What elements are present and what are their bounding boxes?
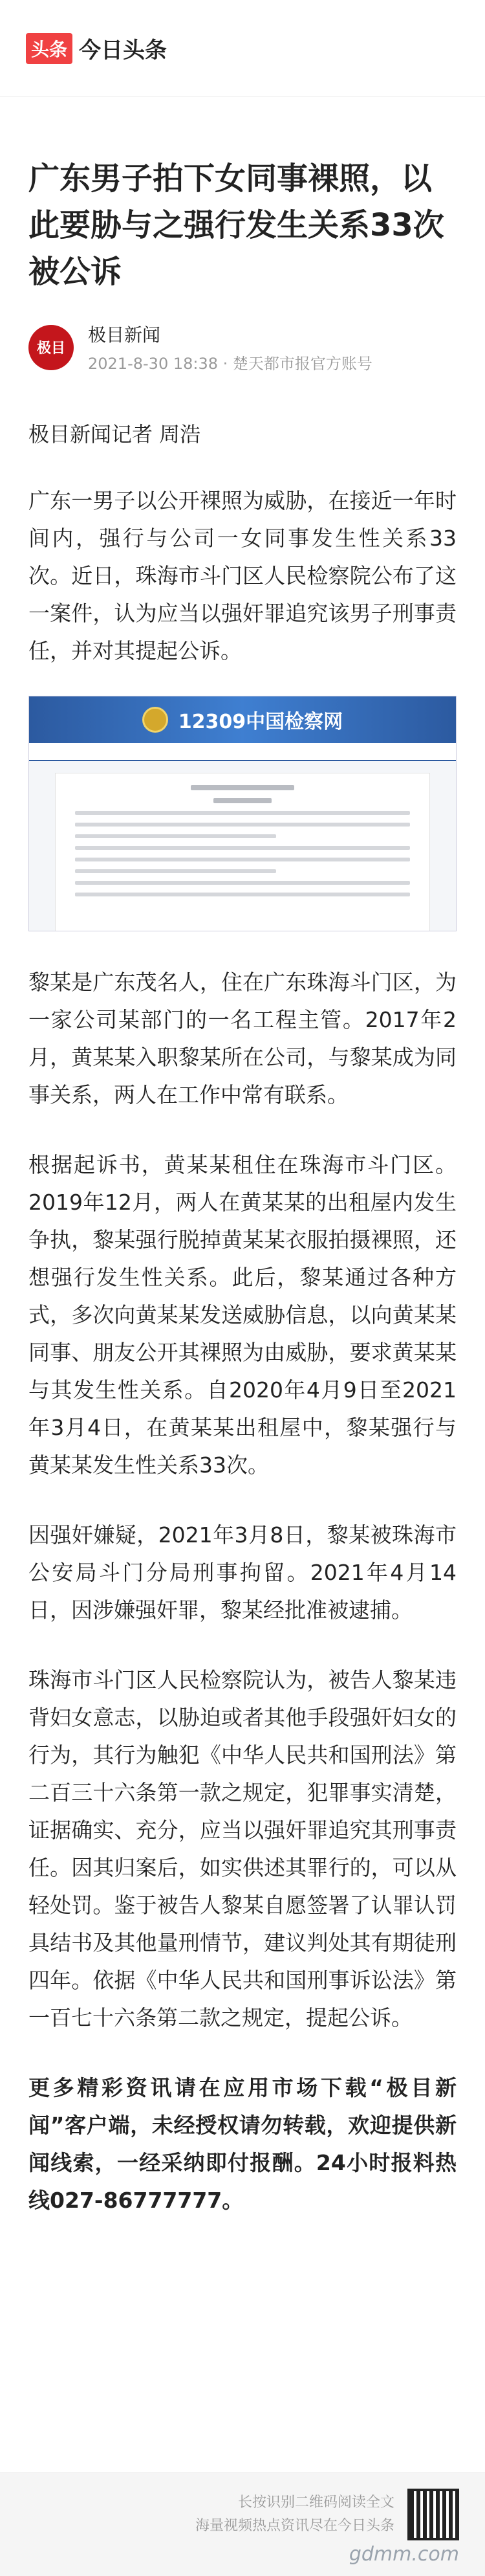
- article-title: 广东男子拍下女同事裸照，以此要胁与之强行发生关系33次被公诉: [28, 161, 444, 290]
- author-row[interactable]: [28, 321, 457, 373]
- footer-text: [195, 2491, 394, 2538]
- indictment-document: [55, 773, 430, 931]
- doc-heading-line: [213, 798, 272, 803]
- doc-heading-line: [191, 785, 294, 790]
- article-content: [0, 155, 485, 2219]
- footer-line-qr-hint: 长按识别二维码阅读全文: [237, 2494, 394, 2511]
- doc-text-line: [75, 893, 410, 896]
- site-nav-bar: [29, 743, 456, 761]
- doc-text-line: [75, 823, 410, 827]
- procuratorate-site-title: 12309中国检察网: [178, 711, 343, 733]
- paragraph-background: 黎某是广东茂名人，住在广东珠海斗门区，为一家公司某部门的一名工程主管。2017年2月，黄某某入职黎某所在公司，与黎某成为同事关系，两人在工作中常有联系。: [28, 970, 457, 1107]
- reporter-byline: 极目新闻记者 周浩: [28, 422, 201, 447]
- app-name: 今日头条: [79, 38, 167, 63]
- doc-text-line: [75, 834, 276, 838]
- doc-text-line: [75, 846, 410, 850]
- paragraph-closing-notice: 更多精彩资讯请在应用市场下载“极目新闻”客户端，未经授权请勿转载，欢迎提供新闻线索，一经采纳即付报酬。24小时报料热线027-86777777。: [28, 2075, 457, 2213]
- paragraph-prosecution: 珠海市斗门区人民检察院认为，被告人黎某违背妇女意志，以胁迫或者其他手段强奸妇女的行为，其行为触犯《中华人民共和国刑法》第二百三十六条第一款之规定，犯罪事实清楚，证据确实、充分，应当以强奸罪追究其刑事责任。因其归案后，如实供述其罪行的，可以从轻处罚。鉴于被告人黎某自愿签署了认罪认罚具结书及其他量刑情节，建议判处其有期徒刑四年。依据《中华人民共和国刑事诉讼法》第一百七十六条第二款之规定，提起公诉。: [28, 1667, 457, 2030]
- paragraph-indictment: 根据起诉书，黄某某租住在珠海市斗门区。2019年12月，两人在黄某某的出租屋内发生争执，黎某强行脱掉黄某某衣服拍摄裸照，还想强行发生性关系。此后，黎某通过各种方式，多次向黄某某发送威胁信息，以向黄某某同事、朋友公开其裸照为由威胁，要求黄某某与其发生性关系。自2020年4月9日至2021年3月4日，在黄某某出租屋中，黎某强行与黄某某发生性关系33次。: [28, 1152, 457, 1478]
- footer-line-promo: 海量视频热点资讯尽在今日头条: [195, 2518, 394, 2534]
- app-header: [0, 0, 485, 97]
- paragraph-arrest: 因强奸嫌疑，2021年3月8日，黎某被珠海市公安局斗门分局刑事拘留。2021年4月14日，因涉嫌强奸罪，黎某经批准被逮捕。: [28, 1522, 457, 1623]
- author-name[interactable]: 极目新闻: [88, 324, 161, 346]
- national-emblem-icon: [142, 707, 168, 733]
- site-watermark: gdmm.com: [349, 2543, 459, 2566]
- procuratorate-banner: [29, 696, 456, 743]
- doc-text-line: [75, 881, 410, 885]
- doc-text-line: [75, 869, 276, 873]
- author-info: [88, 321, 372, 373]
- doc-text-line: [75, 858, 410, 861]
- indictment-screenshot-image[interactable]: [28, 696, 457, 931]
- publish-meta: 2021-8-30 18:38 · 楚天都市报官方账号: [88, 355, 372, 373]
- author-avatar[interactable]: 极目: [28, 325, 74, 370]
- share-footer: [0, 2472, 485, 2576]
- toutiao-logo-badge: 头条: [26, 33, 72, 64]
- paragraph-intro: 广东一男子以公开裸照为威胁，在接近一年时间内，强行与公司一女同事发生性关系33次。近日，珠海市斗门区人民检察院公布了这一案件，认为应当以强奸罪追究该男子刑事责任，并对其提起公诉。: [28, 488, 457, 663]
- doc-text-line: [75, 811, 410, 815]
- qr-code-icon[interactable]: [407, 2489, 459, 2540]
